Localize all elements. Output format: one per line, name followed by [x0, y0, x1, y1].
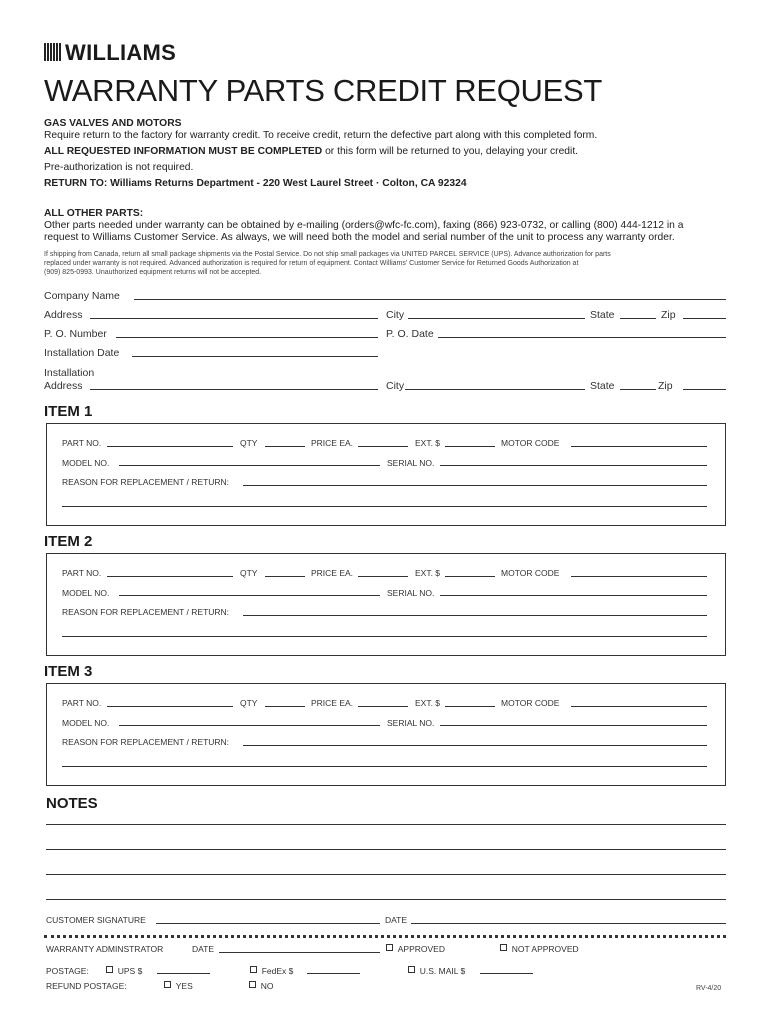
no-checkbox[interactable]	[249, 981, 256, 988]
model-no-field[interactable]	[119, 465, 380, 466]
reason-label: REASON FOR REPLACEMENT / RETURN:	[62, 737, 230, 747]
serial-no-field[interactable]	[440, 595, 707, 596]
revision-code: RV-4/20	[696, 985, 722, 992]
serial-no-label: SERIAL NO.	[387, 718, 435, 728]
fedex-amount-field[interactable]	[307, 973, 360, 974]
signature-date-field[interactable]	[411, 923, 726, 924]
ext-label: EXT. $	[415, 698, 441, 708]
qty-label: QTY	[240, 698, 258, 708]
gas-heading: GAS VALVES AND MOTORS	[44, 118, 182, 129]
notes-line-3[interactable]	[46, 874, 726, 875]
company-field[interactable]	[134, 299, 726, 300]
serial-no-field[interactable]	[440, 725, 707, 726]
ext-label: EXT. $	[415, 568, 441, 578]
no-label: NO	[260, 981, 274, 991]
ups-label: UPS $	[117, 966, 143, 976]
approved-option[interactable]	[386, 944, 445, 954]
other-line2: request to Williams Customer Service. As always, we will need both the model and serial number of the unit to process any warranty order.	[44, 232, 675, 243]
model-no-field[interactable]	[119, 725, 380, 726]
install-city-field[interactable]	[405, 389, 585, 390]
signature-date-label: DATE	[385, 915, 408, 925]
ext-field[interactable]	[445, 446, 495, 447]
refund-no-option[interactable]	[249, 981, 273, 991]
state-label: State	[590, 309, 615, 321]
gas-line2-rest: or this form will be returned to you, delaying your credit.	[322, 146, 579, 157]
reason-field-2[interactable]	[62, 766, 707, 767]
address-label: Address	[44, 309, 83, 321]
part-no-field[interactable]	[107, 576, 233, 577]
part-no-field[interactable]	[107, 446, 233, 447]
ups-amount-field[interactable]	[157, 973, 210, 974]
yes-checkbox[interactable]	[164, 981, 171, 988]
reason-label: REASON FOR REPLACEMENT / RETURN:	[62, 477, 230, 487]
qty-field[interactable]	[265, 576, 305, 577]
install-date-field[interactable]	[132, 356, 378, 357]
item-1-box	[46, 423, 726, 526]
reason-field-2[interactable]	[62, 506, 707, 507]
qty-field[interactable]	[265, 706, 305, 707]
reason-field[interactable]	[243, 745, 707, 746]
install-date-label: Installation Date	[44, 347, 120, 359]
item-2-heading: ITEM 2	[44, 533, 93, 550]
gas-line2-bold: ALL REQUESTED INFORMATION MUST BE COMPLETED	[44, 146, 323, 157]
other-line1: Other parts needed under warranty can be obtained by e-mailing (orders@wfc-fc.com), faxing (866) 923-0732, or calling (800) 444-1212 in a	[44, 220, 684, 231]
po-number-field[interactable]	[116, 337, 378, 338]
po-date-label: P. O. Date	[386, 328, 434, 340]
not-approved-label: NOT APPROVED	[511, 944, 579, 954]
ups-option[interactable]	[106, 966, 142, 976]
postage-label: POSTAGE:	[46, 966, 89, 976]
serial-no-label: SERIAL NO.	[387, 458, 435, 468]
gas-line1: Require return to the factory for warranty credit. To receive credit, return the defective part along with this completed form.	[44, 130, 598, 141]
install-address-field[interactable]	[90, 389, 378, 390]
fedex-label: FedEx $	[261, 966, 294, 976]
price-field[interactable]	[358, 446, 408, 447]
qty-field[interactable]	[265, 446, 305, 447]
model-no-label: MODEL NO.	[62, 458, 110, 468]
yes-label: YES	[175, 981, 193, 991]
part-no-field[interactable]	[107, 706, 233, 707]
model-no-field[interactable]	[119, 595, 380, 596]
divider	[44, 935, 726, 938]
state-field[interactable]	[620, 318, 656, 319]
qty-label: QTY	[240, 568, 258, 578]
install-city-label: City	[386, 380, 405, 392]
install-address-label-1: Installation	[44, 367, 95, 379]
customer-signature-label: CUSTOMER SIGNATURE	[46, 915, 146, 925]
po-date-field[interactable]	[438, 337, 726, 338]
motor-code-label: MOTOR CODE	[501, 698, 560, 708]
serial-no-label: SERIAL NO.	[387, 588, 435, 598]
reason-label: REASON FOR REPLACEMENT / RETURN:	[62, 607, 230, 617]
admin-date-label: DATE	[192, 944, 215, 954]
not-approved-option[interactable]	[500, 944, 579, 954]
logo-text: WILLIAMS	[65, 40, 177, 65]
other-heading: ALL OTHER PARTS:	[44, 208, 144, 219]
gas-line3: Pre-authorization is not required.	[44, 162, 194, 173]
customer-signature-field[interactable]	[156, 923, 380, 924]
gas-line2	[44, 144, 578, 160]
notes-line-2[interactable]	[46, 849, 726, 850]
return-to: RETURN TO: Williams Returns Department - 220 West Laurel Street · Colton, CA 92324	[44, 178, 467, 189]
page-title: WARRANTY PARTS CREDIT REQUEST	[44, 73, 602, 108]
approved-label: APPROVED	[397, 944, 445, 954]
canada-line1: If shipping from Canada, return all small package shipments via the Postal Service. Do not ship small packages via UNITED PARCEL SERVICE (UPS). Advance authorization for parts	[44, 251, 611, 258]
part-no-label: PART NO.	[62, 568, 102, 578]
company-label: Company Name	[44, 290, 120, 302]
ext-field[interactable]	[445, 576, 495, 577]
refund-yes-option[interactable]	[164, 981, 193, 991]
notes-line-1[interactable]	[46, 824, 726, 825]
serial-no-field[interactable]	[440, 465, 707, 466]
approved-checkbox[interactable]	[386, 944, 393, 951]
city-field[interactable]	[408, 318, 585, 319]
address-field[interactable]	[90, 318, 378, 319]
usmail-checkbox[interactable]	[408, 966, 415, 973]
item-3-heading: ITEM 3	[44, 663, 93, 680]
reason-field[interactable]	[243, 615, 707, 616]
model-no-label: MODEL NO.	[62, 718, 110, 728]
part-no-label: PART NO.	[62, 438, 102, 448]
item-3-box	[46, 683, 726, 786]
motor-code-label: MOTOR CODE	[501, 438, 560, 448]
motor-code-field[interactable]	[571, 706, 707, 707]
notes-heading: NOTES	[46, 795, 98, 812]
price-field[interactable]	[358, 576, 408, 577]
usmail-option[interactable]	[408, 966, 465, 976]
zip-field[interactable]	[683, 318, 726, 319]
motor-code-field[interactable]	[571, 576, 707, 577]
usmail-amount-field[interactable]	[480, 973, 533, 974]
price-field[interactable]	[358, 706, 408, 707]
not-approved-checkbox[interactable]	[500, 944, 507, 951]
motor-code-label: MOTOR CODE	[501, 568, 560, 578]
zip-label: Zip	[661, 309, 676, 321]
logo-stripes-icon	[44, 43, 62, 61]
refund-postage-label: REFUND POSTAGE:	[46, 981, 127, 991]
reason-field[interactable]	[243, 485, 707, 486]
price-label: PRICE EA.	[311, 698, 354, 708]
install-state-field[interactable]	[620, 389, 656, 390]
ext-field[interactable]	[445, 706, 495, 707]
install-zip-field[interactable]	[683, 389, 726, 390]
install-zip-label: Zip	[658, 380, 673, 392]
fedex-option[interactable]	[250, 966, 293, 976]
admin-date-field[interactable]	[219, 952, 380, 953]
canada-line2: replaced under warranty is not required. Advanced authorization is required for return of equipment. Contact Williams' Customer Service for Returned Goods Authorization at	[44, 260, 579, 267]
price-label: PRICE EA.	[311, 568, 354, 578]
po-number-label: P. O. Number	[44, 328, 107, 340]
part-no-label: PART NO.	[62, 698, 102, 708]
motor-code-field[interactable]	[571, 446, 707, 447]
install-address-label-2: Address	[44, 380, 83, 392]
item-1-heading: ITEM 1	[44, 403, 93, 420]
fedex-checkbox[interactable]	[250, 966, 257, 973]
ups-checkbox[interactable]	[106, 966, 113, 973]
item-2-box	[46, 553, 726, 656]
canada-line3: (909) 825-0993. Unauthorized equipment returns will not be accepted.	[44, 269, 262, 276]
qty-label: QTY	[240, 438, 258, 448]
ext-label: EXT. $	[415, 438, 441, 448]
install-state-label: State	[590, 380, 615, 392]
usmail-label: U.S. MAIL $	[419, 966, 466, 976]
price-label: PRICE EA.	[311, 438, 354, 448]
model-no-label: MODEL NO.	[62, 588, 110, 598]
warranty-admin-label: WARRANTY ADMINSTRATOR	[46, 944, 164, 954]
notes-line-4[interactable]	[46, 899, 726, 900]
city-label: City	[386, 309, 405, 321]
reason-field-2[interactable]	[62, 636, 707, 637]
